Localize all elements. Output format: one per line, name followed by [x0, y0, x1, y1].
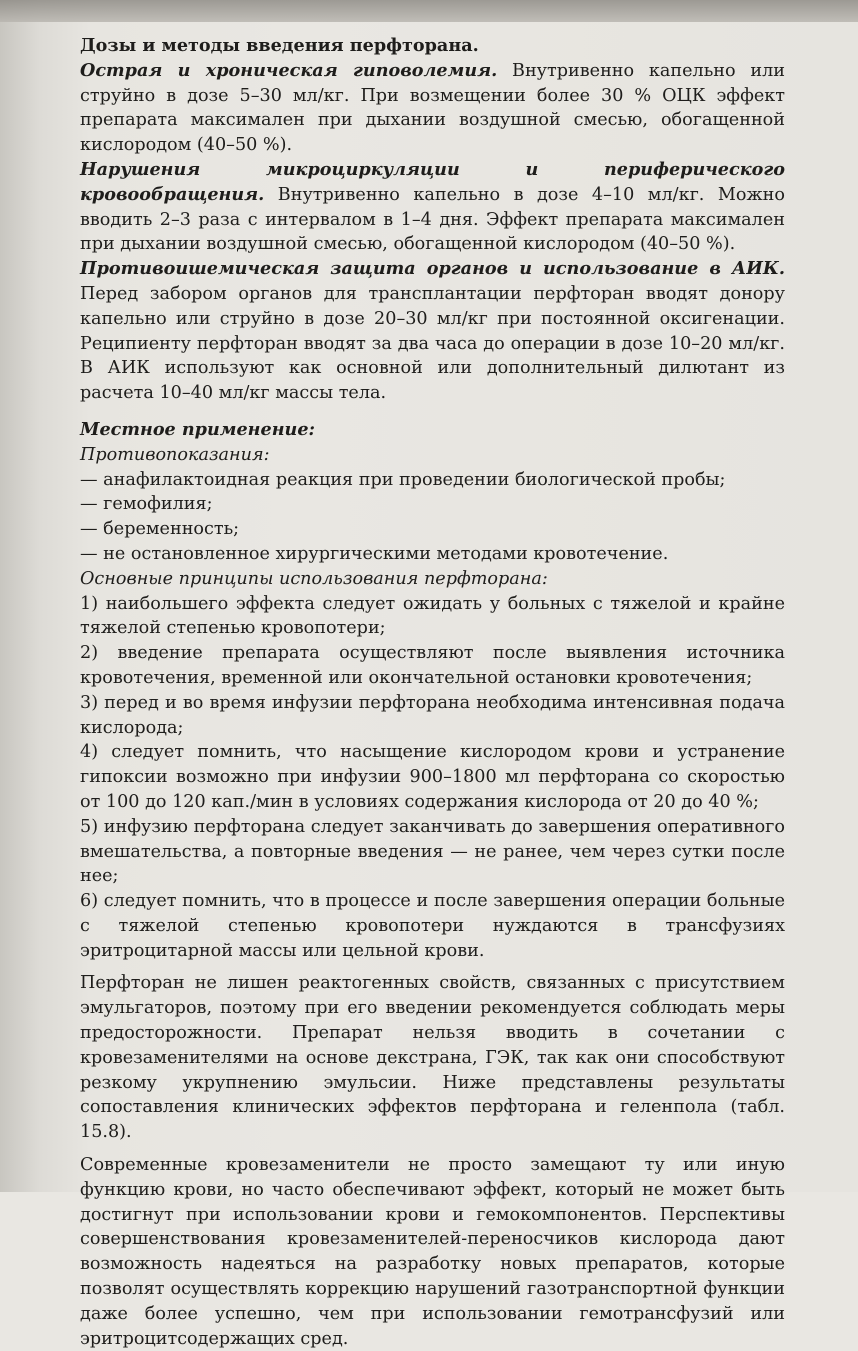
paragraph-text: Внутривенно капельно или струйно в дозе 5–30 мл/кг. При возмещении более 30 % ОЦК эффект препарата максимален при дыхании воздушной смесью, обогащенной кислородом (40–50 %). [80, 60, 785, 156]
local-use-title: Местное применение: [80, 418, 316, 440]
paragraph-text: Перед забором органов для трансплантации перфторан вводят донору капельно или струйно в дозе 20–30 мл/кг при постоянной оксигенации. Реципиенту перфторан вводят за два часа до операции в дозе 10–20 мл/кг. В АИК используют как основной или дополнительный дилютант из расчета 10–40 мл/кг массы тела. [80, 283, 785, 404]
principles-title: Основные принципы использования перфторана: [80, 568, 548, 589]
paragraph-title: Острая и хроническая гиповолемия. [80, 59, 498, 81]
paragraph-microcirculation [80, 158, 785, 257]
paragraph-text: Внутривенно капельно в дозе 4–10 мл/кг. Можно вводить 2–3 раза с интервалом в 1–4 дня. Эффект препарата максимален при дыхании воздушной смесью, обогащенной кислородом (40–50 %). [80, 184, 785, 255]
list-item: — анафилактоидная реакция при проведении биологической пробы; [80, 469, 726, 490]
list-item: 3) перед и во время инфузии перфторана необходима интенсивная подача кислорода; [80, 692, 785, 738]
list-item: 2) введение препарата осуществляют после выявления источника кровотечения, временной или окончательной остановки кровотечения; [80, 643, 785, 688]
list-item: 5) инфузию перфторана следует заканчивать до завершения оперативного вмешательства, а повторные введения — не ранее, чем через сутки после нее; [80, 816, 785, 887]
paragraph-hypovolemia [80, 59, 785, 158]
list-item: 1) наибольшего эффекта следует ожидать у больных с тяжелой и крайне тяжелой степенью кровопотери; [80, 593, 785, 639]
list-item: 6) следует помнить, что в процессе и после завершения операции больные с тяжелой степенью кровопотери нуждаются в трансфузиях эритроцитарной массы или цельной крови. [80, 891, 785, 961]
paragraph-ischemia-protection [80, 257, 785, 406]
paragraph-title: Противоишемическая защита органов и использование в АИК. [80, 258, 785, 280]
page-header-strip [0, 0, 858, 22]
list-item: — не остановленное хирургическими методами кровотечение. [80, 543, 669, 564]
page-content [80, 34, 785, 1351]
contraindications-title: Противопоказания: [80, 444, 270, 465]
spacer [80, 963, 785, 971]
paragraph-modern-substitutes: Современные кровезаменители не просто замещают ту или иную функцию крови, но часто обеспечивают эффект, который не может быть достигнут при использовании крови и гемокомпонентов. Перспективы совершенствования кровезаменителей-переносчиков кислорода дают возможность надеяться на разработку новых препаратов, которые позволят осуществлять коррекцию нарушений газотранспортной функции даже более успешно, чем при использовании гемотрансфузий или эритроцитсодержащих сред. [80, 1155, 785, 1349]
section-heading: Дозы и методы введения перфторана. [80, 35, 479, 56]
list-item: — беременность; [80, 519, 240, 540]
paragraph-reactogenicity: Перфторан не лишен реактогенных свойств, связанных с присутствием эмульгаторов, поэтому при его введении рекомендуется соблюдать меры предосторожности. Препарат нельзя вводить в сочетании с кровезаменителями на основе декстрана, ГЭК, так как они способствуют резкому укрупнению эмульсии. Ниже представлены результаты сопоставления клинических эффектов перфторана и геленпола (табл. 15.8). [80, 973, 785, 1143]
list-item: 4) следует помнить, что насыщение кислородом крови и устранение гипоксии возможно при инфузии 900–1800 мл перфторана со скоростью от 100 до 120 кап./мин в условиях содержания кислорода от 20 до 40 %; [80, 742, 785, 812]
spacer [80, 1145, 785, 1153]
list-item: — гемофилия; [80, 494, 213, 515]
spacer [80, 406, 785, 418]
paragraph-title: Нарушения микроциркуляции и периферического кровообращения. [80, 158, 785, 205]
